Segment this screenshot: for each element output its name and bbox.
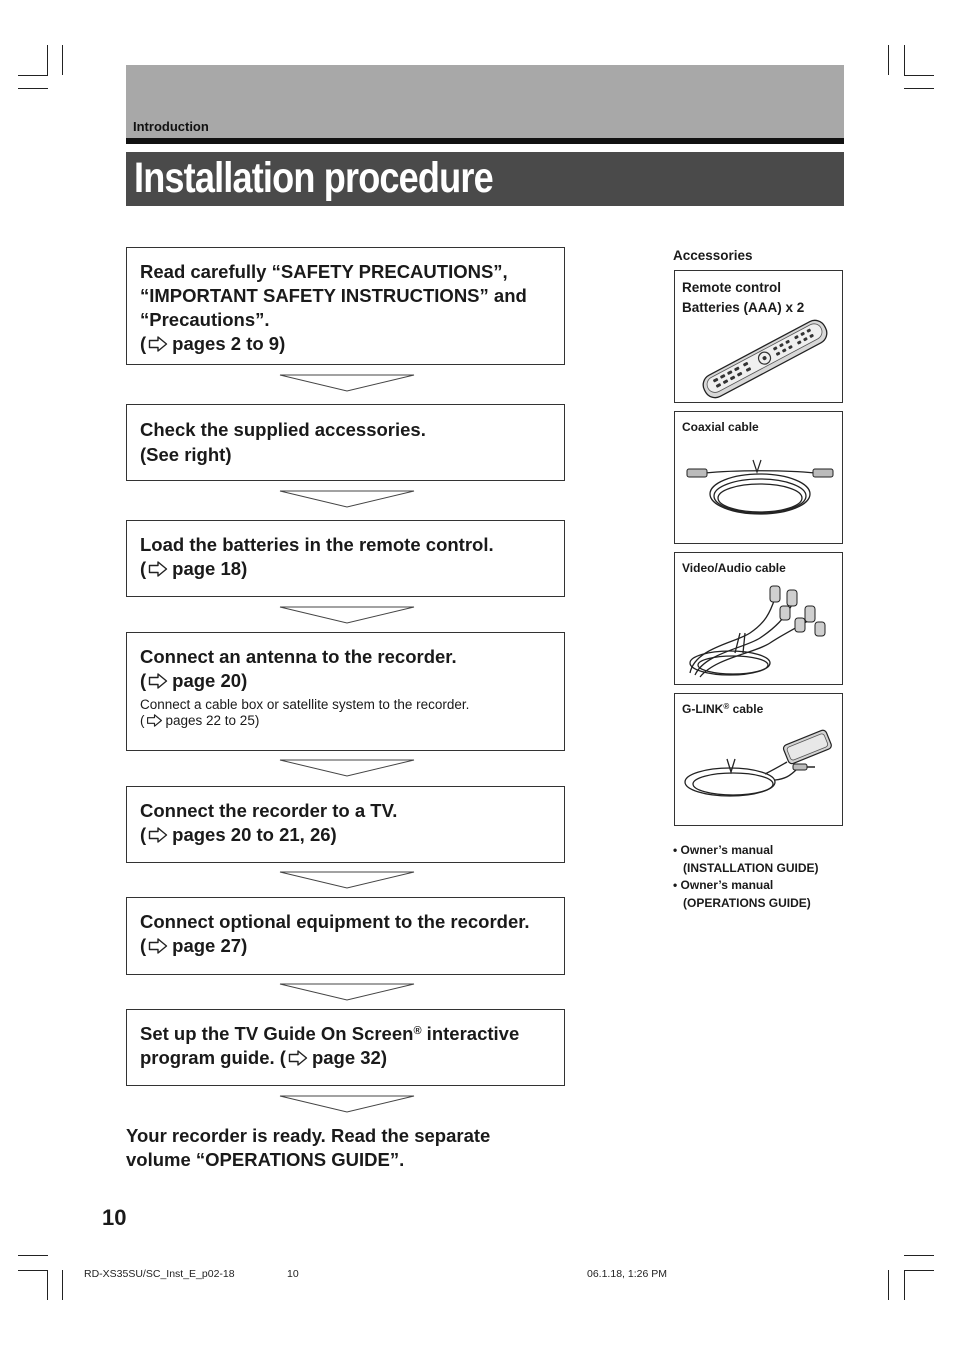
- manual-line: • Owner’s manual: [673, 878, 774, 892]
- crop-mark: [18, 75, 48, 76]
- manual-line: (OPERATIONS GUIDE): [683, 895, 811, 910]
- coaxial-cable-icon: [675, 442, 842, 542]
- step-text: [140, 1022, 551, 1070]
- page-reference: [140, 713, 551, 729]
- registered-mark: ®: [413, 1025, 422, 1037]
- ref-text: pages 20 to 21, 26): [172, 824, 337, 845]
- section-label: Introduction: [133, 119, 209, 134]
- page-reference-arrow-icon: [148, 561, 168, 577]
- step-line: [140, 1022, 551, 1046]
- manual-item: [673, 877, 819, 912]
- ref-paren: (: [140, 713, 145, 728]
- page-reference: [140, 332, 551, 356]
- footer-file-name: RD-XS35SU/SC_Inst_E_p02-18: [84, 1268, 235, 1280]
- ref-text: page 20): [172, 670, 248, 691]
- step-text: [140, 533, 551, 581]
- note-line: Connect a cable box or satellite system to the recorder.: [140, 697, 470, 712]
- ready-message: [126, 1124, 586, 1172]
- step-line: Connect the recorder to a TV.: [140, 800, 398, 821]
- step-text: [140, 910, 551, 958]
- step-line: Read carefully “SAFETY PRECAUTIONS”,: [140, 261, 508, 282]
- video-audio-cable-icon: [675, 578, 842, 683]
- crop-mark: [18, 1270, 48, 1271]
- g-link-cable-icon: [675, 724, 842, 824]
- down-arrow-icon: [279, 871, 415, 889]
- crop-mark: [18, 1255, 48, 1256]
- crop-mark: [62, 1270, 63, 1300]
- crop-mark: [904, 1270, 934, 1271]
- page-reference: [140, 669, 551, 693]
- ref-paren: (: [140, 935, 147, 956]
- crop-mark: [904, 45, 905, 75]
- accessory-g-link-cable: [674, 693, 843, 826]
- crop-mark: [888, 45, 889, 75]
- page-reference-arrow-icon: [146, 714, 163, 727]
- step-setup-tv-guide: [126, 1009, 565, 1086]
- step-text: [140, 417, 551, 467]
- page-reference: [140, 934, 551, 958]
- accessory-coaxial-cable: [674, 411, 843, 544]
- ref-paren: (: [140, 824, 147, 845]
- accessory-video-audio-cable: [674, 552, 843, 685]
- manual-line: (INSTALLATION GUIDE): [683, 860, 819, 875]
- step-line-part: Set up the TV Guide On Screen: [140, 1023, 414, 1044]
- page-reference-arrow-icon: [148, 827, 168, 843]
- header-band: [126, 65, 844, 138]
- crop-mark: [904, 88, 934, 89]
- ready-line: Your recorder is ready. Read the separate: [126, 1125, 491, 1146]
- step-line: Check the supplied accessories.: [140, 419, 426, 440]
- down-arrow-icon: [279, 1095, 415, 1113]
- crop-mark: [904, 1270, 905, 1300]
- page-number: 10: [102, 1205, 127, 1230]
- page-reference-arrow-icon: [148, 938, 168, 954]
- page-reference: [140, 1046, 551, 1070]
- crop-mark: [888, 1270, 889, 1300]
- step-safety-precautions: [126, 247, 565, 365]
- remote-control-icon: [675, 319, 842, 399]
- page-reference-arrow-icon: [148, 673, 168, 689]
- step-line: Connect optional equipment to the recorder.: [140, 911, 530, 932]
- crop-mark: [18, 88, 48, 89]
- header-rule: [126, 138, 844, 144]
- crop-mark: [47, 45, 48, 75]
- page-reference: [140, 823, 551, 847]
- step-line-part: program guide. (: [140, 1047, 286, 1068]
- step-text: [140, 799, 551, 847]
- manual-item: [673, 842, 819, 877]
- footer-datetime: 06.1.18, 1:26 PM: [587, 1268, 667, 1280]
- step-check-accessories: [126, 404, 565, 481]
- ref-text: page 27): [172, 935, 248, 956]
- step-text: [140, 645, 551, 693]
- step-line: Load the batteries in the remote control.: [140, 534, 494, 555]
- down-arrow-icon: [279, 374, 415, 392]
- crop-mark: [62, 45, 63, 75]
- accessory-label: Coaxial cable: [682, 420, 759, 434]
- accessory-label-part: G-LINK: [682, 702, 724, 716]
- page-reference-arrow-icon: [288, 1050, 308, 1066]
- ref-paren: (: [140, 670, 147, 691]
- down-arrow-icon: [279, 606, 415, 624]
- step-line: “IMPORTANT SAFETY INSTRUCTIONS” and: [140, 285, 527, 306]
- manual-line: • Owner’s manual: [673, 843, 774, 857]
- step-line-part: interactive: [421, 1023, 520, 1044]
- ref-paren: (: [140, 558, 147, 579]
- accessory-remote-control: [674, 270, 843, 403]
- manuals-list: [673, 842, 819, 912]
- step-line: “Precautions”.: [140, 309, 270, 330]
- accessory-label: [682, 278, 804, 318]
- accessory-label-part: cable: [729, 702, 764, 716]
- page-reference: [140, 557, 551, 581]
- step-connect-optional-equipment: [126, 897, 565, 975]
- page-title: Installation procedure: [134, 154, 493, 202]
- step-note: [140, 697, 551, 729]
- ref-text: page 18): [172, 558, 248, 579]
- accessory-label-line: Batteries (AAA) x 2: [682, 300, 805, 315]
- ref-text: page 32): [311, 1047, 388, 1068]
- accessory-label: Video/Audio cable: [682, 561, 786, 575]
- accessories-heading: Accessories: [673, 248, 753, 263]
- crop-mark: [904, 75, 934, 76]
- step-line: (See right): [140, 444, 232, 465]
- accessory-label: [682, 701, 763, 717]
- down-arrow-icon: [279, 490, 415, 508]
- step-text: [140, 260, 551, 356]
- step-load-batteries: [126, 520, 565, 597]
- page-reference-arrow-icon: [148, 336, 168, 352]
- step-connect-tv: [126, 786, 565, 863]
- ref-text: pages 22 to 25): [165, 713, 260, 728]
- step-connect-antenna: [126, 632, 565, 751]
- ready-line: volume “OPERATIONS GUIDE”.: [126, 1149, 405, 1170]
- down-arrow-icon: [279, 983, 415, 1001]
- crop-mark: [47, 1270, 48, 1300]
- step-line: Connect an antenna to the recorder.: [140, 646, 457, 667]
- footer-page: 10: [287, 1268, 299, 1280]
- ref-text: pages 2 to 9): [172, 333, 286, 354]
- accessory-label-line: Remote control: [682, 280, 782, 295]
- crop-mark: [904, 1255, 934, 1256]
- ref-paren: (: [140, 333, 147, 354]
- down-arrow-icon: [279, 759, 415, 777]
- registered-mark: ®: [723, 702, 730, 711]
